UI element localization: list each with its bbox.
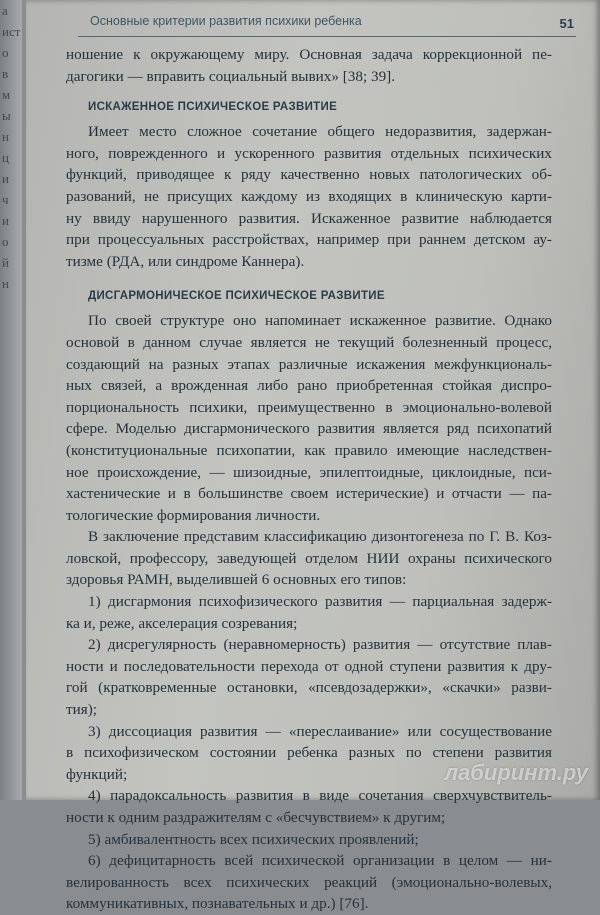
text-line: ное происхождение, — шизоидные, эпилептоидные, циклоидные, пси- [66, 463, 552, 481]
paragraph-classification [66, 526, 552, 915]
text-line: тологические формирования личности. [66, 506, 321, 524]
prev-page-fragment: н [2, 276, 9, 291]
list-item-line: 5) амбивалентность всех психических проявлений; [88, 830, 419, 848]
text-line: В заключение представим классификацию дизонтогенеза по Г. В. Коз- [88, 528, 552, 546]
list-item-line: 4) парадоксальность развития в виде сочетания сверхчувствитель- [88, 787, 552, 805]
text-line: функций, приводящее к ряду качественно новых патологических об- [66, 166, 552, 184]
section-heading-disharmonic: ДИСГАРМОНИЧЕСКОЕ ПСИХИЧЕСКОЕ РАЗВИТИЕ [88, 290, 385, 303]
text-line: ных связей, а врожденная либо рано приобретенная стойкая диспро- [66, 377, 552, 395]
list-item-line: коммуникативных, познавательных и др.) [76]. [66, 895, 369, 913]
paragraph-continuation [66, 44, 552, 87]
prev-page-fragment: й [2, 255, 9, 270]
page-number: 51 [559, 16, 574, 31]
list-item-line: ности к одним раздражителям с «бесчувствием» к другим; [66, 809, 446, 826]
prev-page-fragment: н [2, 129, 9, 144]
prev-page-fragment: о [2, 234, 9, 249]
prev-page-fragment: и [2, 171, 9, 186]
prev-page-fragment: а [2, 3, 8, 18]
text-line: ловской, профессору, заведующей отделом НИИ охраны психического [66, 549, 552, 567]
list-item-line: тия); [66, 701, 98, 719]
text-line: порциональность психики, преимущественно в эмоционально-волевой [66, 398, 552, 416]
list-item-line: 3) диссоциация развития — «переслаивание» или сосуществование [88, 722, 552, 740]
prev-page-fragment: и [2, 213, 9, 228]
paragraph-distorted-development [66, 121, 552, 272]
text-line: Имеет место сложное сочетание общего недоразвития, задержан- [88, 123, 552, 141]
text-line: хастенические и в большинстве своем истерические) и отчасти — па- [66, 485, 552, 503]
list-item-line: гой (кратковременные остановки, «псевдозадержки», «скачки» разви- [66, 679, 552, 697]
text-line: здоровья РАМН, выделившей 6 основных его типов: [66, 571, 407, 589]
section-heading-distorted: ИСКАЖЕННОЕ ПСИХИЧЕСКОЕ РАЗВИТИЕ [88, 101, 338, 114]
text-line: при процессуальных расстройствах, например при раннем детском ау- [66, 231, 552, 249]
text-line: (конституциональные психопатии, как правило имеющие наследствен- [66, 441, 552, 459]
list-item-line: велированность всех психических реакций (эмоционально-волевых, [66, 873, 552, 891]
list-item-line: 1) дисгармония психофизического развития — парциальная задерж- [88, 593, 552, 611]
running-head [78, 10, 576, 37]
text-line: сфере. Моделью дисгармонического развития является ряд психопатий [66, 420, 552, 438]
text-line: ношение к окружающему миру. Основная задача коррекционной пе- [66, 46, 552, 63]
prev-page-fragment: о [2, 45, 9, 60]
list-item-line: функций; [66, 765, 128, 783]
list-item-line: ка и, реже, акселерация созревания; [66, 614, 298, 632]
prev-page-fragment: ист [2, 24, 21, 39]
text-line: разований, не присущих каждому из входящих в клиническую карти- [66, 187, 552, 205]
paragraph-disharmonic-development [66, 310, 552, 526]
text-line: тизме (РДА, или синдроме Каннера). [66, 252, 305, 270]
text-line: дагогики — вправить социальный вывих» [38; 39]. [66, 67, 396, 85]
list-item-line: 6) дефицитарность всей психической организации в целом — ни- [88, 852, 552, 870]
prev-page-fragment: ц [2, 150, 9, 165]
text-line: создающий на разных этапах различные искажения межфункциональ- [66, 355, 552, 373]
list-item-line: в психофизическом состоянии ребенка разных по степени развития [66, 744, 552, 762]
text-line: ного, поврежденного и ускоренного развития отдельных психических [66, 144, 552, 162]
prev-page-fragment: ч [2, 192, 9, 207]
prev-page-fragment: м [2, 87, 11, 102]
prev-page-fragment: ы [2, 108, 11, 123]
text-line: По своей структуре оно напоминает искаженное развитие. Однако [88, 312, 552, 330]
text-line: основой в данном случае является не текущий болезненный процесс, [66, 333, 552, 351]
running-head-title: Основные критерии развития психики ребенка [90, 14, 362, 28]
list-item-line: ности и последовательности перехода от одной ступени развития к дру- [66, 657, 552, 675]
text-line: ну ввиду нарушенного развития. Искаженное развитие наблюдается [66, 209, 552, 227]
list-item-line: 2) дисрегулярность (неравномерность) развития — отсутствие плав- [88, 636, 552, 654]
previous-page-edge [0, 0, 22, 800]
store-watermark: лабиринт.ру [444, 760, 588, 785]
prev-page-fragment: в [2, 66, 9, 81]
